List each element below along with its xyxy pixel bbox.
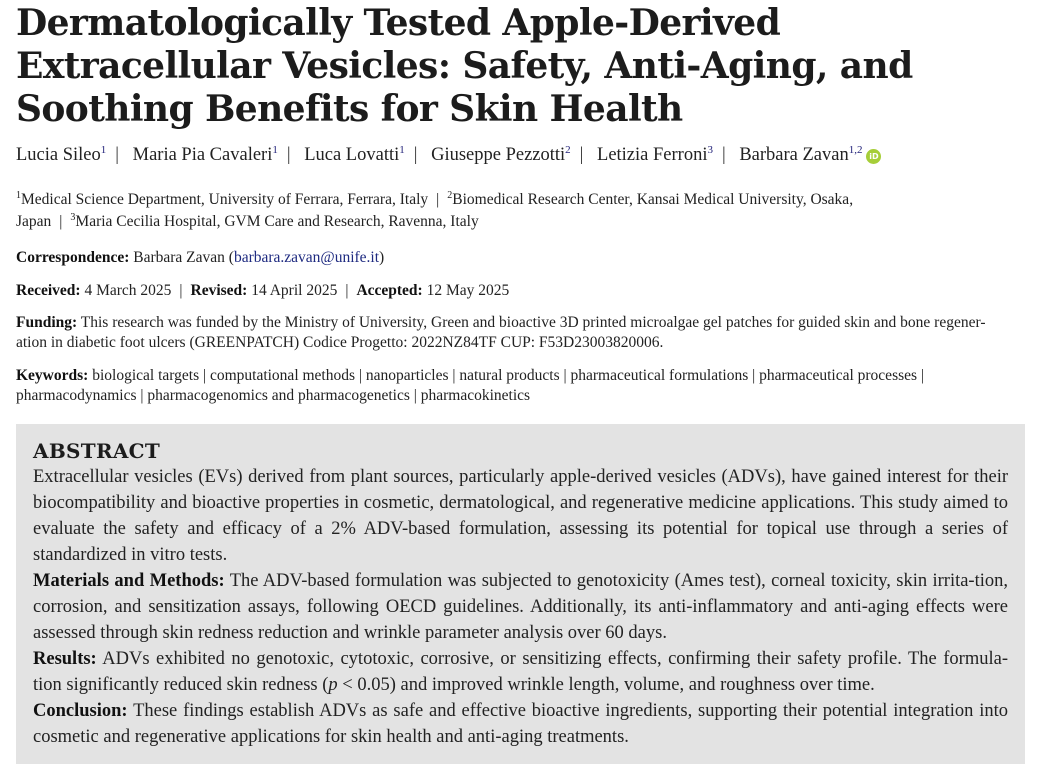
author-separator: | [579,145,584,165]
author-list [16,143,1026,167]
email-link[interactable]: barbara.zavan@unife.it [233,249,380,266]
orcid-icon[interactable]: iD [866,149,881,164]
affiliation-ref[interactable]: 3 [707,143,713,156]
author-separator: | [115,145,119,165]
funding: Funding: This research was funded by the Ministry of University, Green and bioactive 3D printed microalgae gel patches for guided skin and bone regener- ation in diabetic foot ulcers (GREENPATCH) Codice Progetto: 2022NZ84TF CUP: F53D23003820006. [16,314,986,351]
author-name[interactable]: Giuseppe Pezzotti$^2$ [431,143,571,165]
affiliation-ref[interactable]: 1,2 [848,143,863,156]
affiliation-ref[interactable]: 2 [565,143,571,156]
abstract-results: Results: ADVs exhibited no genotoxic, cytotoxic, corrosive, or sensitizing effects, confirming their safety profile. The formula-tion significantly reduced skin redness (p < 0.05) and improved wrinkle length, volume, and roughness over time. [33,649,1008,695]
article-dates: Received: 4 March 2025 | Revised: 14 April 2025 | Accepted: 12 May 2025 [16,282,510,299]
author-separator: | [721,145,726,165]
paper-title: Dermatologically Tested Apple-Derived Extracellular Vesicles: Safety, Anti-Aging, and Soothing Benefits for Skin Health [16,2,913,130]
affiliation-ref[interactable]: 1 [100,143,107,156]
affiliation-ref[interactable]: 1 [399,143,405,156]
author-name[interactable]: Maria Pia Cavaleri$^1$ [132,143,278,165]
abstract-methods: Materials and Methods: The ADV-based formulation was subjected to genotoxicity (Ames test), corneal toxicity, skin irrita-tion, corrosion, and sensitization assays, following OECD guidelines. Additionally, its anti-inflammatory and anti-aging effects were assessed through skin redness reduction and wrinkle parameter analysis over 60 days. [33,571,1008,643]
author-name[interactable]: Barbara Zavan$^{1,2}$ [739,143,863,165]
author-name[interactable]: Letizia Ferroni$^3$ [597,143,713,165]
correspondence: Correspondence: Barbara Zavan (barbara.zavan@unife.it) [16,249,385,266]
abstract-conclusion: Conclusion: These findings establish ADVs as safe and effective bioactive ingredients, supporting their potential integration into cosmetic and regenerative applications for skin health and anti-aging treatments. [33,701,1009,747]
affiliation-ref[interactable]: 1 [272,143,278,156]
abstract-intro: Extracellular vesicles (EVs) derived from plant sources, particularly apple-derived vesicles (ADVs), have gained interest for their biocompatibility and bioactive properties in cosmetic, dermatological, and regenerative medicine applications. This study aimed to evaluate the safety and efficacy of a 2% ADV-based formulation, assessing its potential for topical use through a series of standardized in vitro tests. [33,467,1008,565]
abstract-box [16,424,1025,764]
keywords: Keywords: biological targets | computational methods | nanoparticles | natural products | pharmaceutical formulations | pharmaceutical processes | pharmacodynamics | pharmacogenomics and pharmacogenetics | pharmacokinetics [16,367,925,404]
author-separator: | [413,145,418,165]
author-name[interactable]: Luca Lovatti$^1$ [304,143,405,165]
abstract-heading: ABSTRACT [33,439,161,463]
author-separator: | [286,145,291,165]
author-name[interactable]: Lucia Sileo$^1$ [16,143,107,165]
affiliations: $^1$Medical Science Department, University of Ferrara, Ferrara, Italy | $^2$Biomedical Research Center, Kansai Medical University, Osaka, Japan | $^3$Maria Cecilia Hospital, GVM Care and Research, Ravenna, Italy [16,189,854,230]
